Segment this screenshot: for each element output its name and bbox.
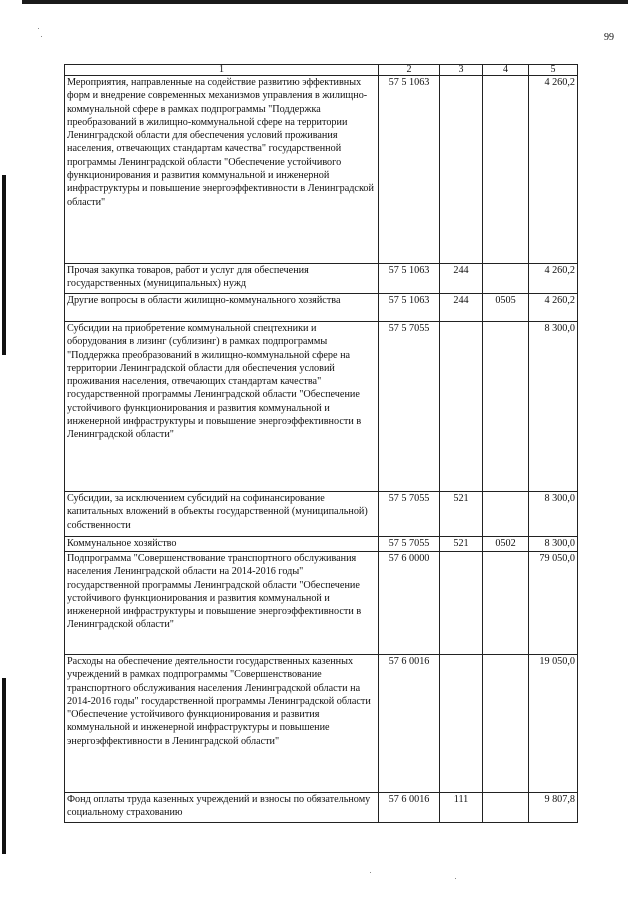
row-name: Мероприятия, направленные на содействие развитию эффективных форм и внедрение современных механизмов управления в жилищно-коммунальной сфере в рамках подпрограммы "Поддержка преобразований в жилищно-коммунальной сфере на территории Ленинградской области для обеспечения условий проживания населения, отвечающих стандартам качества" государственной программы Ленинградской области "Обеспечение устойчивого функционирования и развития коммунальной и инженерной инфраструктуры и повышение энергоэффективности в Ленинградской области"	[65, 76, 379, 264]
row-sum: 4 260,2	[529, 76, 578, 264]
table-row	[65, 322, 578, 492]
row-vr	[440, 552, 483, 655]
row-csr: 57 5 7055	[379, 322, 440, 492]
row-sum: 9 807,8	[529, 793, 578, 823]
table-header-row	[65, 65, 578, 76]
row-vr: 244	[440, 294, 483, 322]
table-row	[65, 537, 578, 552]
scan-speck	[455, 878, 456, 879]
scan-left-mark	[2, 678, 6, 854]
table-row	[65, 264, 578, 294]
row-sum: 8 300,0	[529, 492, 578, 537]
row-rz	[483, 793, 529, 823]
table-row	[65, 492, 578, 537]
row-name: Фонд оплаты труда казенных учреждений и взносы по обязательному социальному страхованию	[65, 793, 379, 823]
row-vr: 244	[440, 264, 483, 294]
header-cell: 2	[379, 65, 440, 76]
row-sum: 4 260,2	[529, 264, 578, 294]
row-rz	[483, 322, 529, 492]
scan-speck	[38, 28, 39, 29]
header-cell: 3	[440, 65, 483, 76]
row-rz	[483, 552, 529, 655]
row-rz	[483, 264, 529, 294]
row-vr	[440, 76, 483, 264]
row-csr: 57 5 1063	[379, 264, 440, 294]
header-cell: 1	[65, 65, 379, 76]
row-rz	[483, 655, 529, 793]
row-vr: 521	[440, 492, 483, 537]
row-vr	[440, 322, 483, 492]
header-cell: 4	[483, 65, 529, 76]
scan-speck	[370, 872, 371, 873]
row-sum: 8 300,0	[529, 322, 578, 492]
row-rz: 0502	[483, 537, 529, 552]
row-sum: 79 050,0	[529, 552, 578, 655]
row-name: Другие вопросы в области жилищно-коммунального хозяйства	[65, 294, 379, 322]
header-cell: 5	[529, 65, 578, 76]
row-sum: 4 260,2	[529, 294, 578, 322]
table-row	[65, 793, 578, 823]
row-csr: 57 6 0016	[379, 655, 440, 793]
row-sum: 8 300,0	[529, 537, 578, 552]
table-row	[65, 294, 578, 322]
scan-speck	[41, 36, 42, 37]
row-name: Субсидии на приобретение коммунальной спецтехники и оборудования в лизинг (сублизинг) в рамках подпрограммы "Поддержка преобразований в жилищно-коммунальной сфере на территории Ленинградской области для обеспечения условий проживания населения, отвечающих стандартам качества" государственной программы Ленинградской области "Обеспечение устойчивого функционирования и развития коммунальной и инженерной инфраструктуры и повышение энергоэффективности в Ленинградской области"	[65, 322, 379, 492]
table-row	[65, 655, 578, 793]
row-csr: 57 5 1063	[379, 294, 440, 322]
table-row	[65, 552, 578, 655]
budget-table	[64, 64, 578, 823]
row-rz	[483, 492, 529, 537]
row-vr: 111	[440, 793, 483, 823]
row-rz	[483, 76, 529, 264]
row-name: Подпрограмма "Совершенствование транспортного обслуживания населения Ленинградской области на 2014-2016 годы" государственной программы Ленинградской области "Обеспечение устойчивого функционирования и развития коммунальной и инженерной инфраструктуры и повышение энергоэффективности в Ленинградской области"	[65, 552, 379, 655]
row-csr: 57 5 7055	[379, 537, 440, 552]
row-rz: 0505	[483, 294, 529, 322]
row-name: Субсидии, за исключением субсидий на софинансирование капитальных вложений в объекты государственной (муниципальной) собственности	[65, 492, 379, 537]
row-name: Расходы на обеспечение деятельности государственных казенных учреждений в рамках подпрограммы "Совершенствование транспортного обслуживания населения Ленинградской области на 2014-2016 годы" государственной программы Ленинградской области "Обеспечение устойчивого функционирования и развития коммунальной и инженерной инфраструктуры и повышение энергоэффективности в Ленинградской области"	[65, 655, 379, 793]
scan-top-border	[22, 0, 628, 4]
row-csr: 57 5 7055	[379, 492, 440, 537]
table-row	[65, 76, 578, 264]
row-sum: 19 050,0	[529, 655, 578, 793]
row-vr: 521	[440, 537, 483, 552]
row-name: Прочая закупка товаров, работ и услуг для обеспечения государственных (муниципальных) нужд	[65, 264, 379, 294]
row-vr	[440, 655, 483, 793]
row-name: Коммунальное хозяйство	[65, 537, 379, 552]
row-csr: 57 5 1063	[379, 76, 440, 264]
row-csr: 57 6 0000	[379, 552, 440, 655]
scan-left-mark	[2, 175, 6, 355]
row-csr: 57 6 0016	[379, 793, 440, 823]
page-number: 99	[604, 32, 614, 43]
